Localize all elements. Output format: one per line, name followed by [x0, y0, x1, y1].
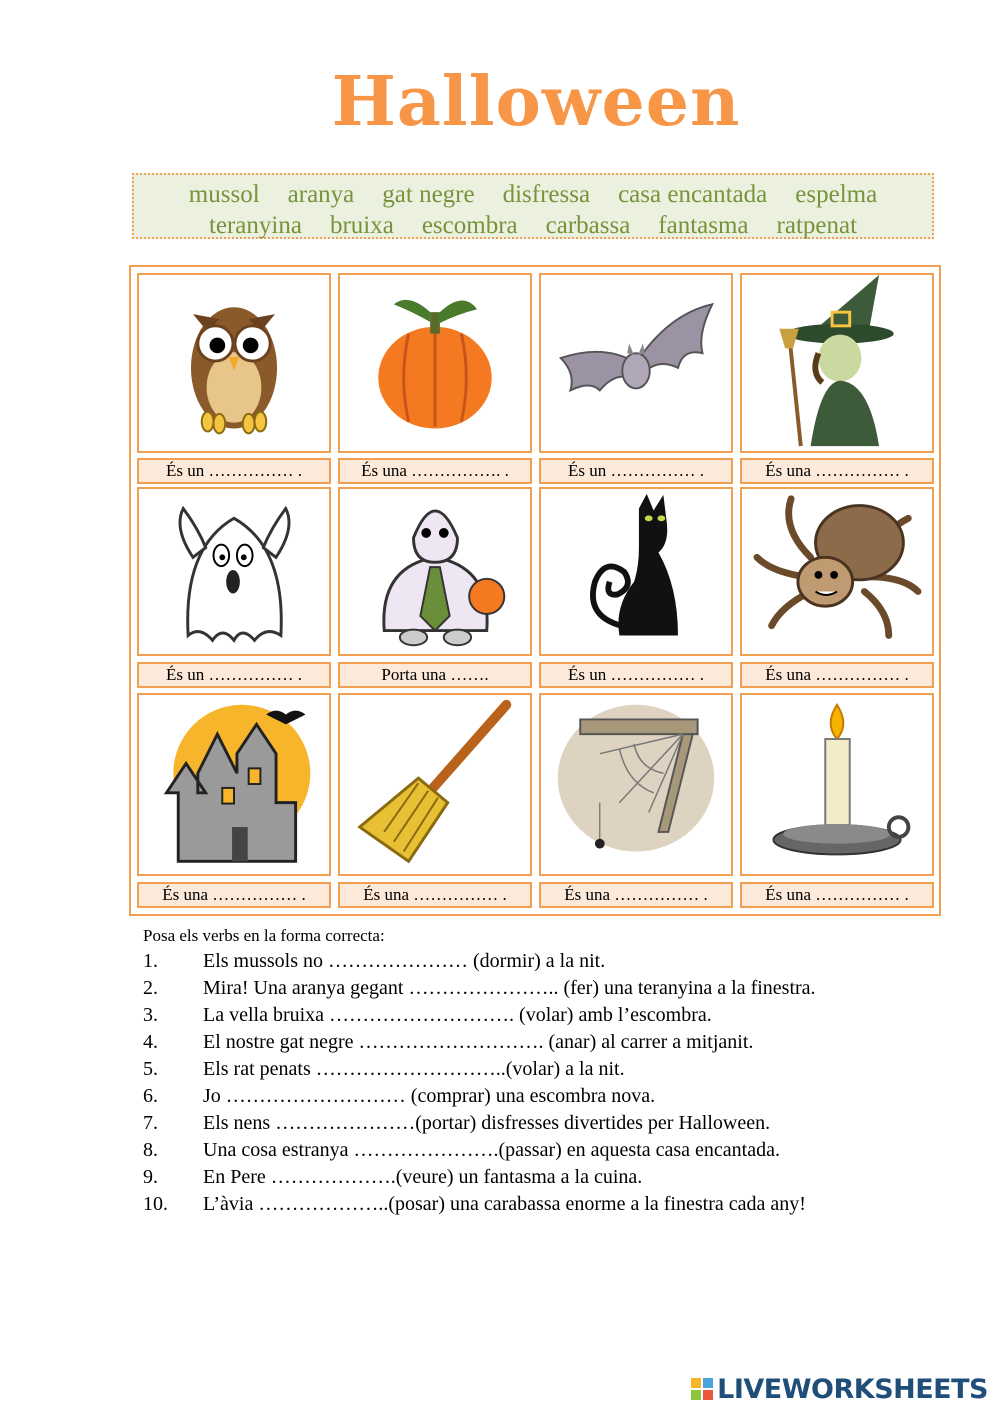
liveworksheets-logo-icon — [691, 1378, 713, 1400]
word-bank-row-2 — [134, 210, 932, 241]
word-bank-item: carbassa — [545, 212, 631, 239]
picture-cell — [539, 487, 733, 656]
exercise-item — [143, 1083, 973, 1110]
black-cat-icon — [541, 489, 731, 654]
exercise-instruction: Posa els verbs en la forma correcta: — [143, 926, 385, 945]
item-text: Els mussols no ………………… (dormir) a la nit. — [203, 950, 606, 972]
word-bank-item: mussol — [188, 181, 260, 208]
exercise-item — [143, 1137, 973, 1164]
item-number: 8. — [143, 1139, 158, 1161]
candle-icon — [742, 695, 932, 874]
page-title: Halloween — [331, 62, 741, 142]
owl-icon — [139, 275, 329, 451]
caption: És una ……………. . — [338, 458, 532, 484]
word-bank — [132, 173, 934, 239]
word-bank-item: fantasma — [658, 212, 749, 239]
ghost-icon — [139, 489, 329, 654]
word-bank-item: gat negre — [382, 181, 475, 208]
picture-cell — [740, 487, 934, 656]
verb-exercise — [143, 926, 973, 1218]
word-bank-item: escombra — [421, 212, 518, 239]
item-number: 2. — [143, 977, 158, 999]
item-text: Jo ……………………… (comprar) una escombra nova. — [203, 1085, 656, 1107]
item-number: 3. — [143, 1004, 158, 1026]
caption: Porta una ……. — [338, 662, 532, 688]
item-number: 5. — [143, 1058, 158, 1080]
item-text: L’àvia ………………..(posar) una carabassa enorme a la finestra cada any! — [203, 1193, 806, 1215]
picture-cell — [539, 693, 733, 876]
picture-cell — [137, 273, 331, 453]
picture-cell — [137, 487, 331, 656]
item-text: El nostre gat negre ………………………. (anar) al carrer a mitjanit. — [203, 1031, 754, 1053]
cobweb-icon — [541, 695, 731, 874]
item-text: La vella bruixa ………………………. (volar) amb l’escombra. — [203, 1004, 712, 1026]
item-number: 7. — [143, 1112, 158, 1134]
exercise-item — [143, 1110, 973, 1137]
picture-grid — [129, 265, 941, 916]
caption: És una …………… . — [740, 662, 934, 688]
item-text: En Pere ……………….(veure) un fantasma a la cuina. — [203, 1166, 643, 1188]
exercise-item — [143, 1002, 973, 1029]
item-text: Els rat penats ………………………..(volar) a la nit. — [203, 1058, 625, 1080]
picture-cell — [338, 693, 532, 876]
word-bank-item: espelma — [795, 181, 878, 208]
picture-cell — [137, 693, 331, 876]
word-bank-item: ratpenat — [776, 212, 858, 239]
caption: És una …………… . — [740, 882, 934, 908]
caption: És una …………… . — [137, 882, 331, 908]
pumpkin-icon — [340, 275, 530, 451]
item-number: 9. — [143, 1166, 158, 1188]
exercise-item — [143, 948, 973, 975]
picture-cell — [539, 273, 733, 453]
exercise-item — [143, 1164, 973, 1191]
picture-cell — [338, 487, 532, 656]
footer-brand — [691, 1374, 988, 1404]
item-text: Els nens …………………(portar) disfresses divertides per Halloween. — [203, 1112, 771, 1134]
caption: És una …………… . — [338, 882, 532, 908]
witch-icon — [742, 275, 932, 451]
item-text: Mira! Una aranya gegant ………………….. (fer) una teranyina a la finestra. — [203, 977, 816, 999]
item-text: Una cosa estranya ………………….(passar) en aquesta casa encantada. — [203, 1139, 780, 1161]
caption: És un …………… . — [137, 458, 331, 484]
word-bank-row-1 — [134, 179, 932, 210]
word-bank-item: disfressa — [502, 181, 591, 208]
broom-icon — [340, 695, 530, 874]
picture-cell — [740, 273, 934, 453]
caption: És una …………… . — [740, 458, 934, 484]
exercise-item — [143, 1191, 973, 1218]
word-bank-item: aranya — [287, 181, 355, 208]
spider-icon — [742, 489, 932, 654]
haunted-house-icon — [139, 695, 329, 874]
exercise-item — [143, 975, 973, 1002]
caption: És un …………… . — [539, 458, 733, 484]
bat-icon — [541, 275, 731, 451]
exercise-item — [143, 1056, 973, 1083]
caption: És una …………… . — [539, 882, 733, 908]
caption: És un …………… . — [137, 662, 331, 688]
brand-text: LIVEWORKSHEETS — [717, 1373, 988, 1405]
item-number: 6. — [143, 1085, 158, 1107]
item-number: 10. — [143, 1193, 168, 1215]
word-bank-item: teranyina — [208, 212, 302, 239]
item-number: 4. — [143, 1031, 158, 1053]
picture-cell — [338, 273, 532, 453]
item-number: 1. — [143, 950, 158, 972]
caption: És un …………… . — [539, 662, 733, 688]
costume-icon — [340, 489, 530, 654]
word-bank-item: bruixa — [329, 212, 394, 239]
picture-cell — [740, 693, 934, 876]
word-bank-item: casa encantada — [618, 181, 768, 208]
exercise-item — [143, 1029, 973, 1056]
